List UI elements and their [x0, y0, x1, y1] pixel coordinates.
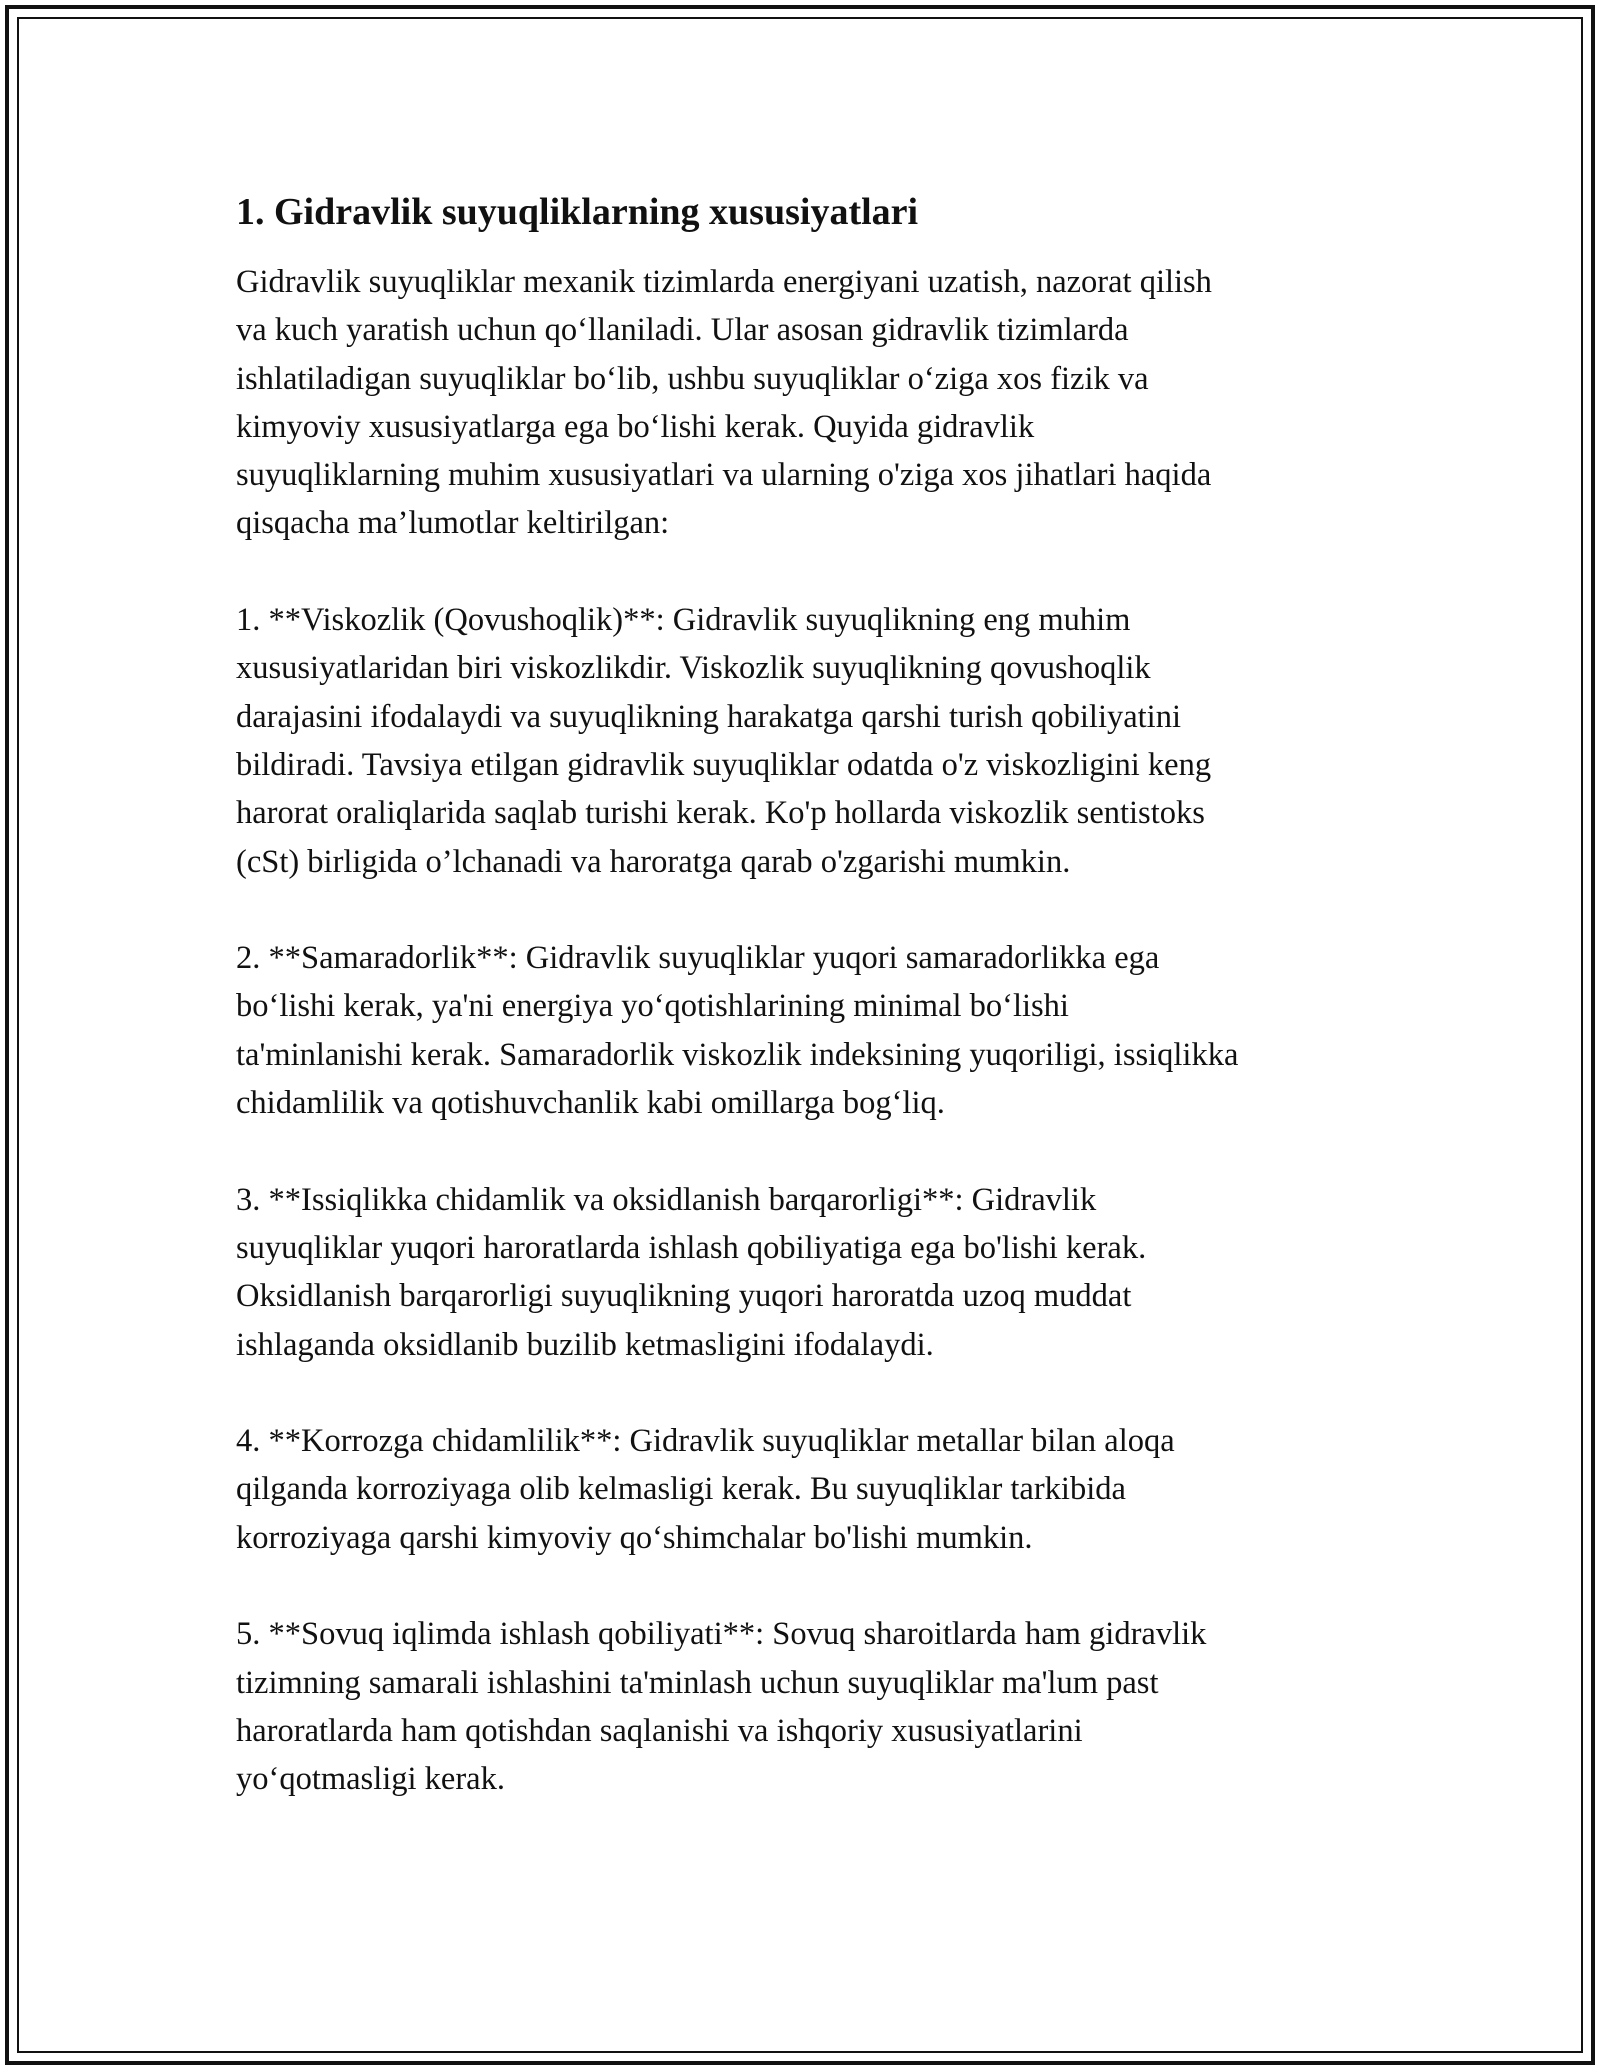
list-item-korrozga-chidamlilik: [236, 1417, 1396, 1562]
text-line: ta'minlanishi kerak. Samaradorlik viskozlik indeksining yuqoriligi, issiqlikka: [236, 1036, 1239, 1073]
text-line: tizimning samarali ishlashini ta'minlash uchun suyuqliklar ma'lum past: [236, 1664, 1159, 1701]
list-item-issiqlikka-chidamlik: [236, 1176, 1396, 1369]
text-line: Oksidlanish barqarorligi suyuqlikning yuqori haroratda uzoq muddat: [236, 1278, 1132, 1315]
document-body: [236, 186, 1396, 1804]
text-line: va kuch yaratish uchun qo‘llaniladi. Ular asosan gidravlik tizimlarda: [236, 312, 1129, 349]
text-line: qisqacha ma’lumotlar keltirilgan:: [236, 505, 670, 542]
paragraph-gap: [236, 548, 1396, 596]
text-line: 3. **Issiqlikka chidamlik va oksidlanish barqarorligi**: Gidravlik: [236, 1181, 1097, 1218]
text-line: bo‘lishi kerak, ya'ni energiya yo‘qotishlarining minimal bo‘lishi: [236, 988, 1069, 1025]
list-item-samaradorlik: [236, 934, 1396, 1127]
text-line: haroratlarda ham qotishdan saqlanishi va ishqoriy xususiyatlarini: [236, 1712, 1083, 1749]
paragraph-gap: [236, 886, 1396, 934]
text-line: suyuqliklarning muhim xususiyatlari va ularning o'ziga xos jihatlari haqida: [236, 457, 1212, 494]
text-line: suyuqliklar yuqori haroratlarda ishlash qobiliyatiga ega bo'lishi kerak.: [236, 1229, 1147, 1266]
text-line: kimyoviy xususiyatlarga ega bo‘lishi kerak. Quyida gidravlik: [236, 408, 1035, 445]
text-line: ishlaganda oksidlanib buzilib ketmasligini ifodalaydi.: [236, 1326, 934, 1363]
text-line: 4. **Korrozga chidamlilik**: Gidravlik suyuqliklar metallar bilan aloqa: [236, 1423, 1175, 1460]
text-line: darajasini ifodalaydi va suyuqlikning harakatga qarshi turish qobiliyatini: [236, 698, 1181, 735]
list-item-sovuq-iqlim: [236, 1610, 1396, 1803]
paragraph-gap: [236, 1127, 1396, 1175]
intro-paragraph: [236, 258, 1396, 548]
text-line: xususiyatlaridan biri viskozlikdir. Viskozlik suyuqlikning qovushoqlik: [236, 650, 1151, 687]
list-item-viskozlik: [236, 596, 1396, 886]
text-line: qilganda korroziyaga olib kelmasligi kerak. Bu suyuqliklar tarkibida: [236, 1471, 1126, 1508]
text-line: 5. **Sovuq iqlimda ishlash qobiliyati**: Sovuq sharoitlarda ham gidravlik: [236, 1616, 1207, 1653]
text-line: ishlatiladigan suyuqliklar bo‘lib, ushbu suyuqliklar o‘ziga xos fizik va: [236, 360, 1149, 397]
text-line: Gidravlik suyuqliklar mexanik tizimlarda energiyani uzatish, nazorat qilish: [236, 264, 1212, 300]
section-heading: 1. Gidravlik suyuqliklarning xususiyatlari: [236, 191, 919, 233]
paragraph-gap: [236, 1369, 1396, 1417]
text-line: bildiradi. Tavsiya etilgan gidravlik suyuqliklar odatda o'z viskozligini keng: [236, 746, 1212, 783]
text-line: korroziyaga qarshi kimyoviy qo‘shimchalar bo'lishi mumkin.: [236, 1519, 1033, 1556]
text-line: 1. **Viskozlik (Qovushoqlik)**: Gidravlik suyuqlikning eng muhim: [236, 602, 1131, 639]
text-line: 2. **Samaradorlik**: Gidravlik suyuqliklar yuqori samaradorlikka ega: [236, 940, 1160, 977]
paragraph-gap: [236, 1562, 1396, 1610]
text-line: (cSt) birligida o’lchanadi va haroratga qarab o'zgarishi mumkin.: [236, 843, 1071, 880]
text-line: yo‘qotmasligi kerak.: [236, 1761, 505, 1798]
text-line: chidamlilik va qotishuvchanlik kabi omillarga bog‘liq.: [236, 1085, 945, 1122]
text-line: harorat oraliqlarida saqlab turishi kerak. Ko'p hollarda viskozlik sentistoks: [236, 795, 1205, 832]
